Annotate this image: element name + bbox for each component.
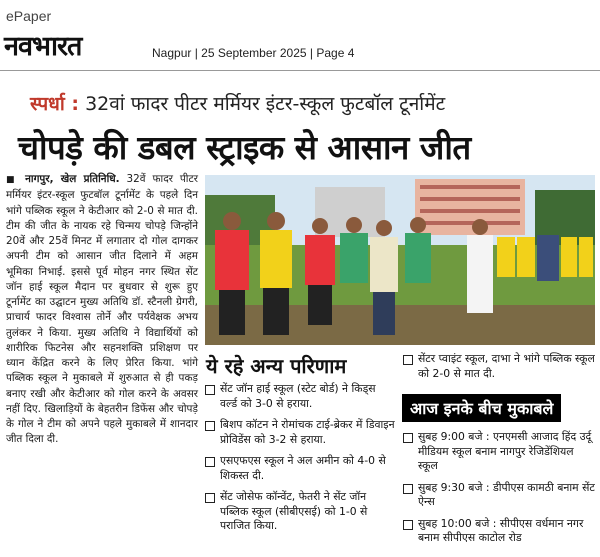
match-photo (205, 175, 595, 345)
dateline: नागपुर, खेल प्रतिनिधि. (25, 173, 120, 185)
paragraph-marker: ■ (6, 175, 19, 185)
headline: चोपड़े की डबल स्ट्राइक से आसान जीत (18, 128, 471, 167)
article-text: 32वें फादर पीटर मर्मियर इंटर-स्कूल फुटबॉल टूर्नामेंट के पहले दिन भांगे पब्लिक स्कूल ने केटीआर को 2-0 से मात दी. टीम की जीत के नायक रहे चिन्मय चोपड़े जिन्होंने 20वें और 25वें मिनट में लगातार दो गोल दागकर अपनी टीम को आसान जीत दिलाने में अहम भूमिका निभाई. इससे पूर्व मोहन नगर स्थित सेंट जॉन हाई स्कूल मैदान पर बुधवार से शुरू हुए टूर्नामेंट का उद्घाटन मुख्य अतिथि डॉ. स्टैनली ग्रेगरी, प्राचार्य फादर विश्वास तोर्ने और पर्यवेक्षक अभय तुलंकर ने किया. मुख्य अतिथि ने विद्यार्थियों को शारीरिक फिटनेस और सहनशक्ति प्रशिक्षण पर ध्यान केंद्रित करने के लिए प्रेरित किया. भांगे पब्लिक स्कूल ने मुकाबले में शुरुआत से ही पकड़ बनाए रखी और केटीआर को गोल करने के अवसर नहीं दिए. खिलाड़ियों के बेहतरीन डिफेंस और चोपड़े के गोल ने टीम को अपने पहले मुकाबले में शानदार जीत दिला दी. (6, 173, 198, 446)
bullet-square-icon (403, 355, 413, 365)
result-item: बिशप कॉटन ने रोमांचक टाई-ब्रेकर में डिवाइन प्रोविडेंस को 3-2 से हराया. (204, 418, 396, 447)
newspaper-logo[interactable]: नवभारत (4, 31, 82, 62)
bullet-square-icon (403, 433, 413, 443)
today-matches-heading: आज इनके बीच मुकाबले (402, 394, 561, 422)
edition-info: Nagpur | 25 September 2025 | Page 4 (152, 46, 355, 60)
results-heading: ये रहे अन्य परिणाम (206, 354, 347, 378)
epaper-label: ePaper (6, 8, 52, 24)
fixture-item: सुबह 9:00 बजे : एनएमसी आजाद हिंद उर्दू मीडियम स्कूल बनाम नागपुर रेजिडेंशियल स्कूल (402, 430, 596, 474)
fixture-item: सुबह 9:30 बजे : डीपीएस कामठी बनाम सेंट ऐन्स (402, 481, 596, 510)
results-column (204, 382, 396, 541)
bullet-square-icon (205, 493, 215, 503)
kicker (30, 90, 445, 116)
bullet-square-icon (205, 457, 215, 467)
bullet-square-icon (403, 520, 413, 530)
result-item: सेंट जोसेफ कॉन्वेंट, फेतरी ने सेंट जॉन पब्लिक स्कूल (सीबीएसई) को 1-0 से पराजित किया. (204, 490, 396, 534)
result-item: एसएफएस स्कूल ने अल अमीन को 4-0 से शिकस्त दी. (204, 454, 396, 483)
bullet-square-icon (205, 421, 215, 431)
bullet-square-icon (205, 385, 215, 395)
result-item: सेंटर प्वाइंट स्कूल, दाभा ने भांगे पब्लिक स्कूल को 2-0 से मात दी. (402, 352, 596, 381)
kicker-text: 32वां फादर पीटर मर्मियर इंटर-स्कूल फुटबॉल टूर्नामेंट (85, 93, 446, 115)
bullet-square-icon (403, 484, 413, 494)
right-column (402, 352, 596, 553)
fixture-item: सुबह 10:00 बजे : सीपीएस वर्धमान नगर बनाम सीपीएस काटोल रोड (402, 517, 596, 546)
team-photo-illustration (205, 175, 595, 345)
kicker-label: स्पर्धा : (30, 93, 80, 115)
masthead (0, 0, 600, 72)
article-body (6, 172, 198, 448)
masthead-divider (0, 70, 600, 71)
result-item: सेंट जॉन हाई स्कूल (स्टेट बोर्ड) ने किड्स वर्ल्ड को 3-0 से हराया. (204, 382, 396, 411)
